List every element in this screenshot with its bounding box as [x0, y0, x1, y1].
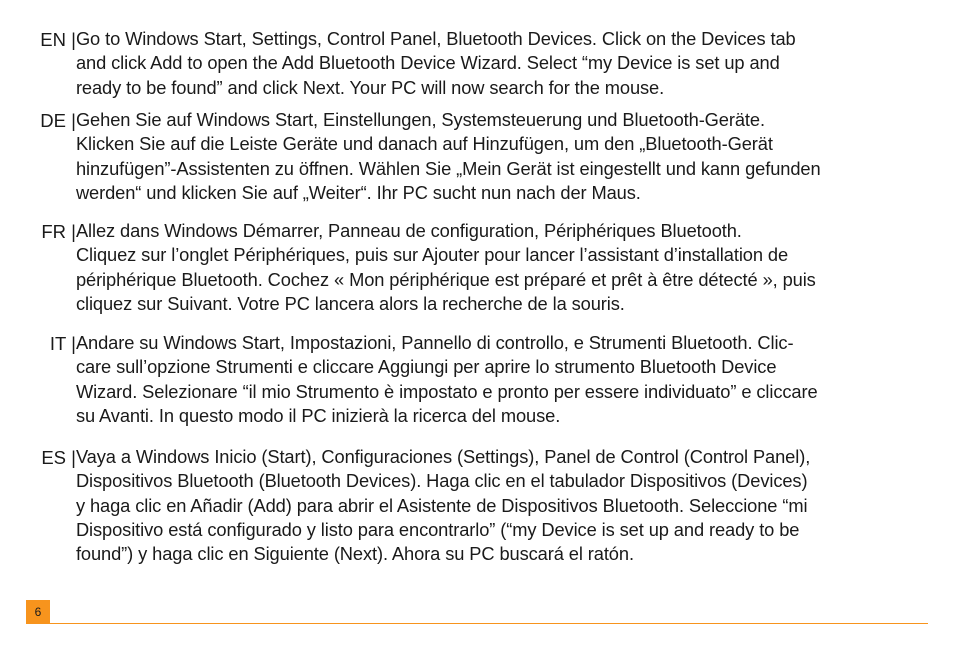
language-label: DE |: [40, 110, 76, 131]
text-line: care sull’opzione Strumenti e cliccare Aggiungi per aprire lo strumento Bluetooth Device: [75, 356, 777, 378]
section-english: [20, 27, 935, 100]
language-label: EN |: [40, 29, 76, 50]
text-line: found”) y haga clic en Siguiente (Next). Ahora su PC buscará el ratón.: [75, 543, 634, 565]
text-line: and click Add to open the Add Bluetooth Device Wizard. Select “my Device is set up and: [75, 52, 780, 74]
section-text: [76, 445, 935, 566]
section-text: [76, 331, 935, 428]
text-line: hinzufügen”-Assistenten zu öffnen. Wählen Sie „Mein Gerät ist eingestellt und kann gefunden: [75, 157, 821, 179]
language-label: FR |: [41, 221, 76, 242]
text-line: Andare su Windows Start, Impostazioni, Pannello di controllo, e Strumenti Bluetooth. Clic-: [75, 332, 794, 353]
text-line: cliquez sur Suivant. Votre PC lancera alors la recherche de la souris.: [75, 292, 625, 314]
section-text: [76, 108, 935, 205]
text-line: Allez dans Windows Démarrer, Panneau de configuration, Périphériques Bluetooth.: [75, 220, 742, 241]
section-italian: [20, 331, 935, 428]
text-line: ready to be found” and click Next. Your PC will now search for the mouse.: [75, 76, 665, 98]
text-line: Klicken Sie auf die Leiste Geräte und danach auf Hinzufügen, um den „Bluetooth-Gerät: [75, 133, 773, 155]
section-text: [76, 219, 935, 316]
text-line: Go to Windows Start, Settings, Control Panel, Bluetooth Devices. Click on the Devices tab: [75, 28, 796, 49]
text-line: y haga clic en Añadir (Add) para abrir el Asistente de Dispositivos Bluetooth. Seleccione “mi: [75, 494, 808, 516]
section-spanish: [20, 445, 935, 566]
text-line: Gehen Sie auf Windows Start, Einstellungen, Systemsteuerung und Bluetooth-Geräte.: [75, 109, 765, 130]
language-label: ES |: [41, 447, 76, 468]
text-line: périphérique Bluetooth. Cochez « Mon périphérique est préparé et prêt à être détecté », puis: [75, 268, 816, 290]
text-line: werden“ und klicken Sie auf „Weiter“. Ihr PC sucht nun nach der Maus.: [75, 181, 641, 203]
text-line: Vaya a Windows Inicio (Start), Configuraciones (Settings), Panel de Control (Control Panel),: [75, 446, 811, 467]
language-label: IT |: [49, 333, 76, 354]
text-line: Wizard. Selezionare “il mio Strumento è impostato e pronto per essere individuato” e cliccare: [75, 380, 818, 402]
text-line: su Avanti. In questo modo il PC inizierà la ricerca del mouse.: [75, 404, 561, 426]
page-number: 6: [26, 600, 50, 624]
section-text: [76, 27, 935, 100]
footer-divider: [26, 623, 928, 624]
text-line: Cliquez sur l’onglet Périphériques, puis sur Ajouter pour lancer l’assistant d’installation de: [75, 244, 789, 266]
section-german: [20, 108, 935, 205]
text-line: Dispositivos Bluetooth (Bluetooth Devices). Haga clic en el tabulador Dispositivos (Devices): [75, 470, 808, 492]
section-french: [20, 219, 935, 316]
text-line: Dispositivo está configurado y listo para encontrarlo” (“my Device is set up and ready to be: [75, 518, 800, 540]
